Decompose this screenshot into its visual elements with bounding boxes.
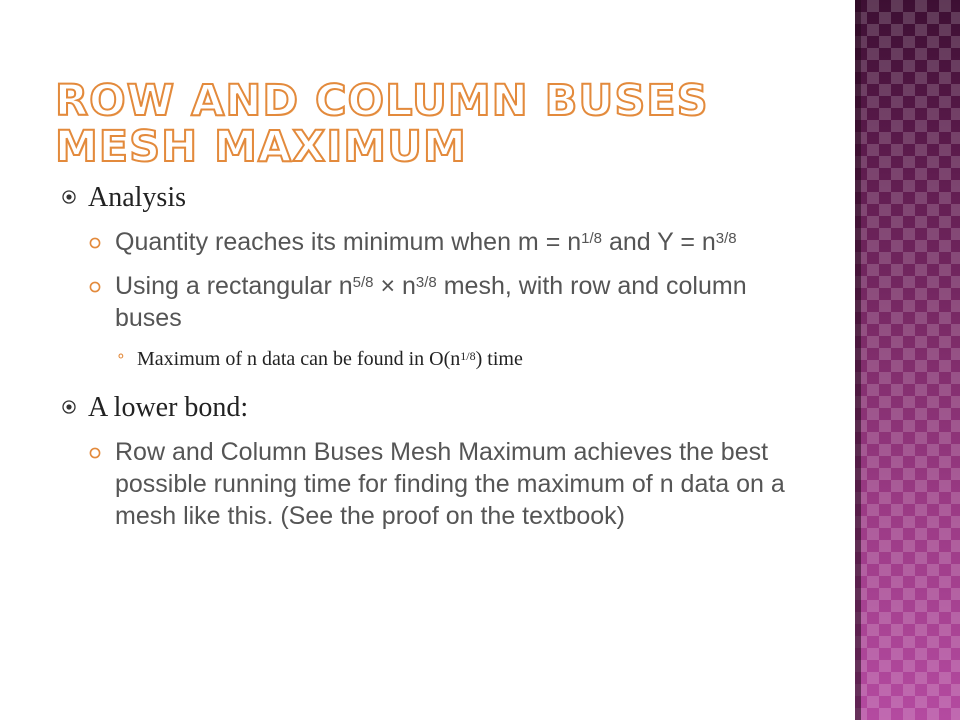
ring-bullet-icon [89, 237, 101, 249]
mesh-exponent-rows: 5/8 [352, 274, 374, 292]
bullet-analysis-label: Analysis [88, 182, 186, 213]
chevron-bullet-icon: ⚬ [115, 350, 127, 365]
ring-bullet-icon [89, 447, 101, 459]
sub-sub-bullet-maximum-time [62, 346, 807, 372]
sub-bullet-minimum [62, 226, 807, 258]
slide-body [62, 178, 807, 544]
mesh-exponent-cols: 3/8 [415, 274, 437, 292]
minimum-text-mid: and Y = n [602, 228, 716, 256]
bullet-lower-bond [62, 388, 807, 428]
maximum-time-exponent: 1/8 [460, 348, 476, 363]
bullet-lower-bond-label: A lower bond: [88, 392, 249, 423]
sub-bullet-rectangular-mesh [62, 270, 807, 334]
mesh-text-post: mesh, with row and column buses [115, 272, 747, 332]
slide-title: ROW AND COLUMN BUSES MESH MAXIMUM [55, 76, 709, 172]
diamond-pattern [855, 0, 960, 720]
side-band-edge [855, 0, 861, 720]
ring-bullet-icon [89, 281, 101, 293]
circled-bullet-icon [62, 190, 76, 204]
minimum-exponent-y: 3/8 [715, 230, 737, 248]
sub-bullet-best-running-time [62, 436, 807, 532]
decorative-side-band [855, 0, 960, 720]
minimum-exponent-m: 1/8 [581, 230, 603, 248]
best-running-time-text: Row and Column Buses Mesh Maximum achieves the best possible running time for finding the maximum of n data on a mesh like this. (See the proof on the textbook) [115, 438, 785, 530]
minimum-text-pre: Quantity reaches its minimum when m = n [115, 228, 582, 256]
mesh-text-mid: × n [373, 272, 416, 300]
mesh-text-pre: Using a rectangular n [115, 272, 353, 300]
circled-bullet-icon [62, 400, 76, 414]
bullet-analysis [62, 178, 807, 218]
maximum-time-pre: Maximum of n data can be found in O(n [137, 348, 461, 370]
maximum-time-post: ) time [475, 348, 523, 370]
